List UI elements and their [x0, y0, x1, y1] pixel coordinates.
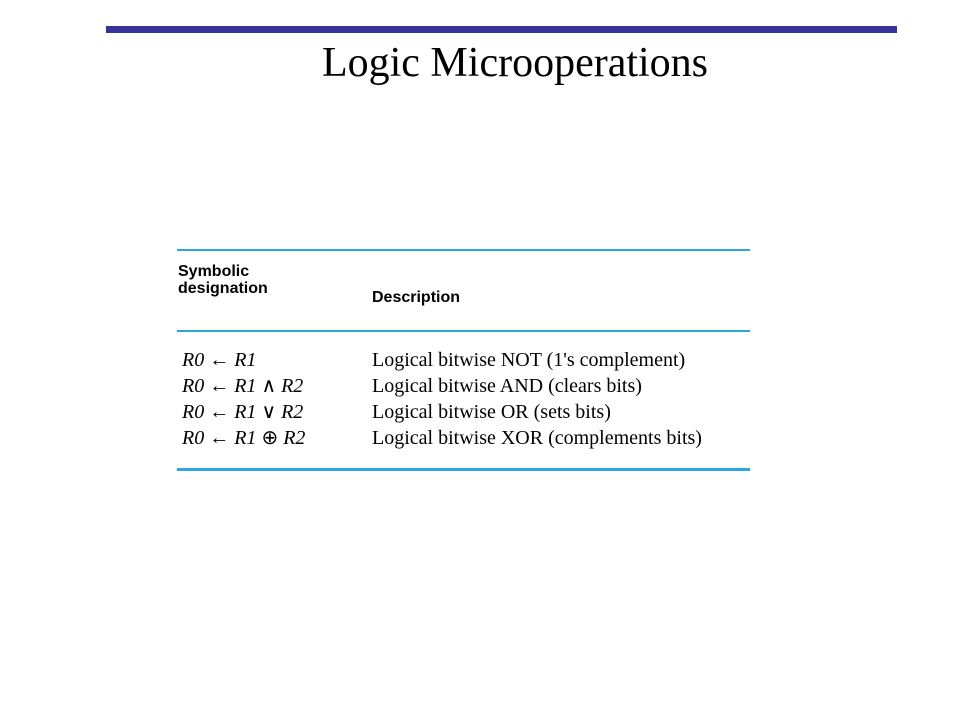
table-row — [177, 347, 750, 373]
table-row — [177, 425, 750, 451]
assign-arrow-icon: ← — [209, 427, 230, 449]
table-row — [177, 373, 750, 399]
dest-register: R0 — [182, 401, 205, 423]
assign-arrow-icon: ← — [209, 401, 230, 423]
source-register-1: R1 — [234, 401, 257, 423]
slide-title: Logic Microoperations — [321, 40, 709, 86]
table-row — [177, 399, 750, 425]
source-register-1: R1 — [234, 375, 257, 397]
symbolic-cell — [182, 347, 256, 373]
header-symbolic-designation — [178, 263, 268, 297]
source-register-2: R2 — [283, 427, 306, 449]
or-operator-icon: ∨ — [261, 401, 277, 423]
table-header-rule — [177, 330, 750, 332]
assign-arrow-icon: ← — [209, 375, 230, 397]
microoperations-table — [177, 249, 750, 471]
symbolic-cell — [182, 373, 303, 399]
header-description: Description — [372, 289, 461, 306]
dest-register: R0 — [182, 375, 205, 397]
source-register-2: R2 — [281, 375, 304, 397]
title-accent-bar — [106, 26, 897, 33]
assign-arrow-icon: ← — [209, 349, 230, 371]
description-cell: Logical bitwise OR (sets bits) — [372, 401, 611, 423]
dest-register: R0 — [182, 349, 205, 371]
header-symbolic-line2: designation — [178, 280, 268, 297]
table-top-rule — [177, 249, 750, 251]
table-body — [177, 347, 750, 451]
xor-operator-icon: ⊕ — [261, 427, 279, 449]
header-symbolic-line1: Symbolic — [178, 263, 250, 280]
symbolic-cell — [182, 425, 305, 451]
source-register-1: R1 — [234, 427, 257, 449]
source-register-1: R1 — [234, 349, 257, 371]
and-operator-icon: ∧ — [261, 375, 277, 397]
source-register-2: R2 — [281, 401, 304, 423]
description-cell: Logical bitwise NOT (1's complement) — [372, 349, 686, 371]
table-header — [177, 263, 750, 315]
symbolic-cell — [182, 399, 303, 425]
description-cell: Logical bitwise XOR (complements bits) — [372, 427, 702, 449]
dest-register: R0 — [182, 427, 205, 449]
table-bottom-rule — [177, 468, 750, 471]
description-cell: Logical bitwise AND (clears bits) — [372, 375, 642, 397]
